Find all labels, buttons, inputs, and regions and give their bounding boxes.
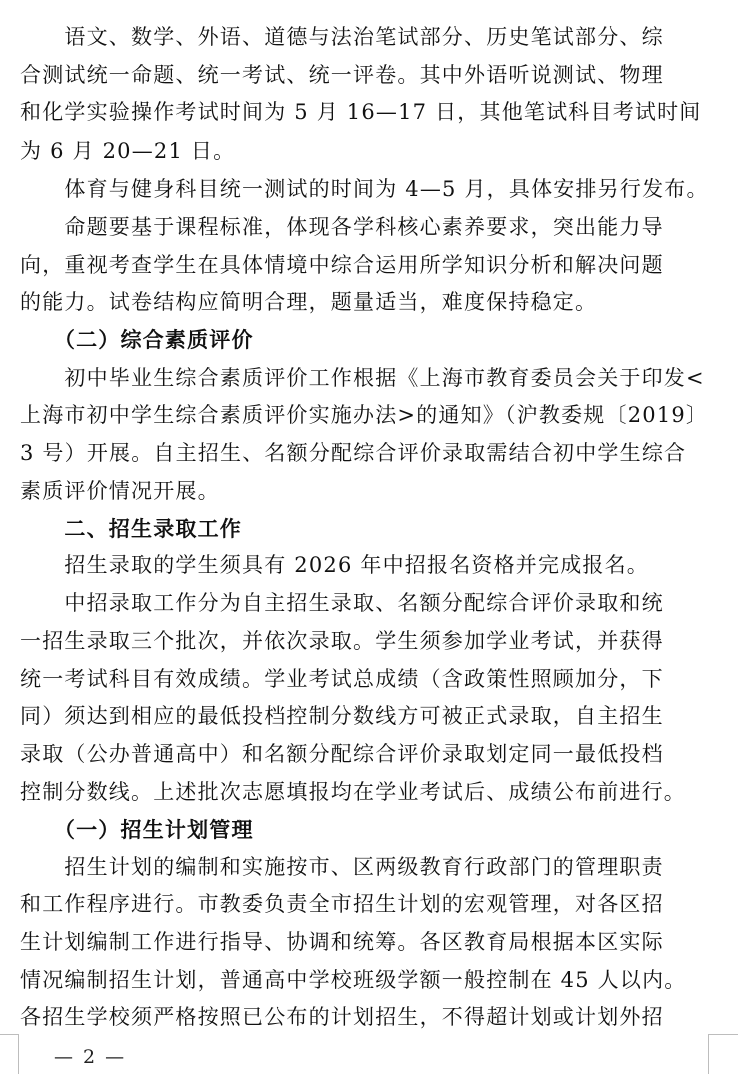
- section-heading: （一）招生计划管理: [20, 818, 254, 842]
- paragraph-line: 控制分数线。上述批次志愿填报均在学业考试后、成绩公布前进行。: [20, 780, 686, 804]
- paragraph-line: 为 6 月 20—21 日。: [20, 139, 236, 163]
- crop-mark-left: [0, 1034, 18, 1035]
- paragraph-line: 语文、数学、外语、道德与法治笔试部分、历史笔试部分、综: [20, 25, 664, 49]
- paragraph-line: 同）须达到相应的最低投档控制分数线方可被正式录取，自主招生: [20, 704, 664, 728]
- crop-mark-right-vertical: [708, 1034, 709, 1074]
- paragraph-line: 生计划编制工作进行指导、协调和统筹。各区教育局根据本区实际: [20, 930, 664, 954]
- paragraph-line: 录取（公办普通高中）和名额分配综合评价录取划定同一最低投档: [20, 742, 664, 766]
- section-heading: 二、招生录取工作: [20, 517, 242, 541]
- crop-mark-right: [708, 1034, 738, 1035]
- paragraph-line: 和工作程序进行。市教委负责全市招生计划的宏观管理，对各区招: [20, 892, 664, 916]
- page-number: — 2 —: [54, 1046, 127, 1068]
- paragraph-line: 招生计划的编制和实施按市、区两级教育行政部门的管理职责: [20, 855, 664, 879]
- paragraph-line: 一招生录取三个批次，并依次录取。学生须参加学业考试，并获得: [20, 629, 664, 653]
- crop-mark-left-vertical: [18, 1034, 19, 1074]
- paragraph-line: 合测试统一命题、统一考试、统一评卷。其中外语听说测试、物理: [20, 63, 664, 87]
- paragraph-line: 初中毕业生综合素质评价工作根据《上海市教育委员会关于印发<: [20, 366, 705, 390]
- paragraph-line: 统一考试科目有效成绩。学业考试总成绩（含政策性照顾加分，下: [20, 667, 664, 691]
- paragraph-line: 情况编制招生计划，普通高中学校班级学额一般控制在 45 人以内。: [20, 968, 687, 992]
- paragraph-line: 中招录取工作分为自主招生录取、名额分配综合评价录取和统: [20, 591, 664, 615]
- paragraph-line: 的能力。试卷结构应简明合理，题量适当，难度保持稳定。: [20, 290, 598, 314]
- paragraph-line: 素质评价情况开展。: [20, 479, 220, 503]
- paragraph-line: 向，重视考查学生在具体情境中综合运用所学知识分析和解决问题: [20, 253, 664, 277]
- paragraph-line: 3 号）开展。自主招生、名额分配综合评价录取需结合初中学生综合: [20, 441, 687, 465]
- paragraph-line: 招生录取的学生须具有 2026 年中招报名资格并完成报名。: [20, 553, 649, 577]
- section-heading: （二）综合素质评价: [20, 328, 254, 352]
- paragraph-line: 各招生学校须严格按照已公布的计划招生，不得超计划或计划外招: [20, 1005, 664, 1029]
- paragraph-line: 命题要基于课程标准，体现各学科核心素养要求，突出能力导: [20, 215, 664, 239]
- paragraph-line: 体育与健身科目统一测试的时间为 4—5 月，具体安排另行发布。: [20, 177, 709, 201]
- paragraph-line: 和化学实验操作考试时间为 5 月 16—17 日，其他笔试科目考试时间: [20, 100, 702, 124]
- paragraph-line: 上海市初中学生综合素质评价实施办法>的通知》（沪教委规〔2019〕: [20, 403, 709, 427]
